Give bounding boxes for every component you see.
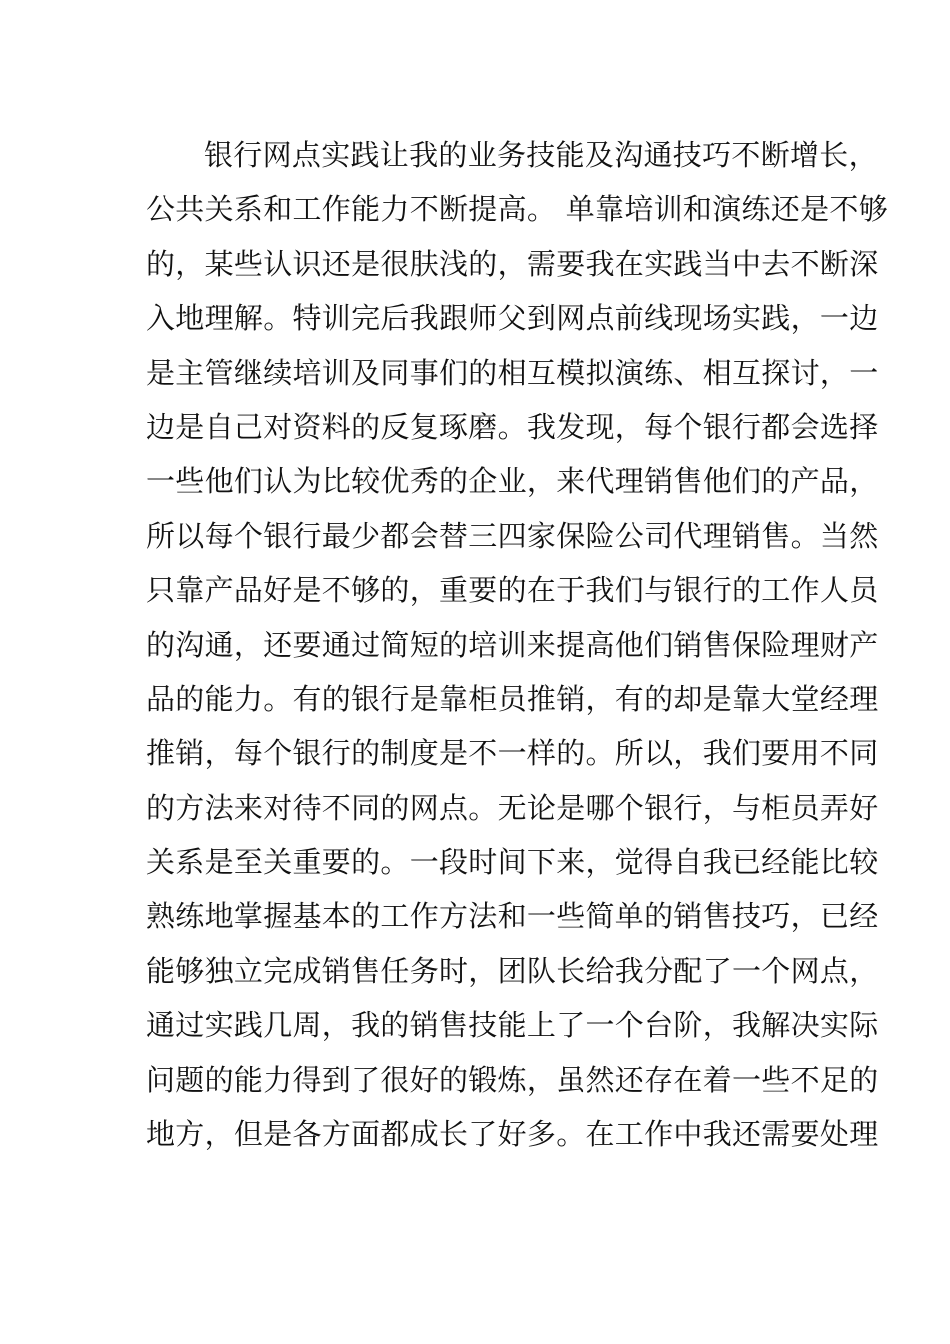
paragraph-line: 品的能力。有的银行是靠柜员推销，有的却是靠大堂经理 [146, 681, 879, 716]
paragraph-line: 地方，但是各方面都成长了好多。在工作中我还需要处理 [146, 1117, 879, 1152]
paragraph-line: 熟练地掌握基本的工作方法和一些简单的销售技巧，已经 [146, 899, 879, 934]
paragraph-line: 的方法来对待不同的网点。无论是哪个银行，与柜员弄好 [146, 790, 879, 825]
paragraph-line: 通过实践几周，我的销售技能上了一个台阶，我解决实际 [146, 1008, 879, 1043]
paragraph-line: 是主管继续培训及同事们的相互模拟演练、相互探讨，一 [146, 355, 879, 390]
paragraph-line: 的沟通，还要通过简短的培训来提高他们销售保险理财产 [146, 627, 879, 662]
paragraph-line: 一些他们认为比较优秀的企业，来代理销售他们的产品， [146, 464, 879, 499]
paragraph-line: 能够独立完成销售任务时，团队长给我分配了一个网点， [146, 953, 879, 988]
body-paragraph [146, 128, 889, 1161]
paragraph-line: 边是自己对资料的反复琢磨。我发现，每个银行都会选择 [146, 409, 879, 444]
paragraph-line: 推销，每个银行的制度是不一样的。所以，我们要用不同 [146, 736, 879, 771]
paragraph-line: 关系是至关重要的。一段时间下来，觉得自我已经能比较 [146, 845, 879, 880]
paragraph-line: 的，某些认识还是很肤浅的，需要我在实践当中去不断深 [146, 246, 879, 281]
paragraph-line: 公共关系和工作能力不断提高。 单靠培训和演练还是不够 [146, 192, 889, 227]
paragraph-line: 所以每个银行最少都会替三四家保险公司代理销售。当然 [146, 518, 879, 553]
paragraph-line: 银行网点实践让我的业务技能及沟通技巧不断增长， [204, 138, 878, 172]
paragraph-line: 入地理解。特训完后我跟师父到网点前线现场实践，一边 [146, 301, 879, 336]
paragraph-line: 只靠产品好是不够的，重要的在于我们与银行的工作人员 [146, 573, 879, 608]
paragraph-line: 问题的能力得到了很好的锻炼，虽然还存在着一些不足的 [146, 1062, 879, 1097]
